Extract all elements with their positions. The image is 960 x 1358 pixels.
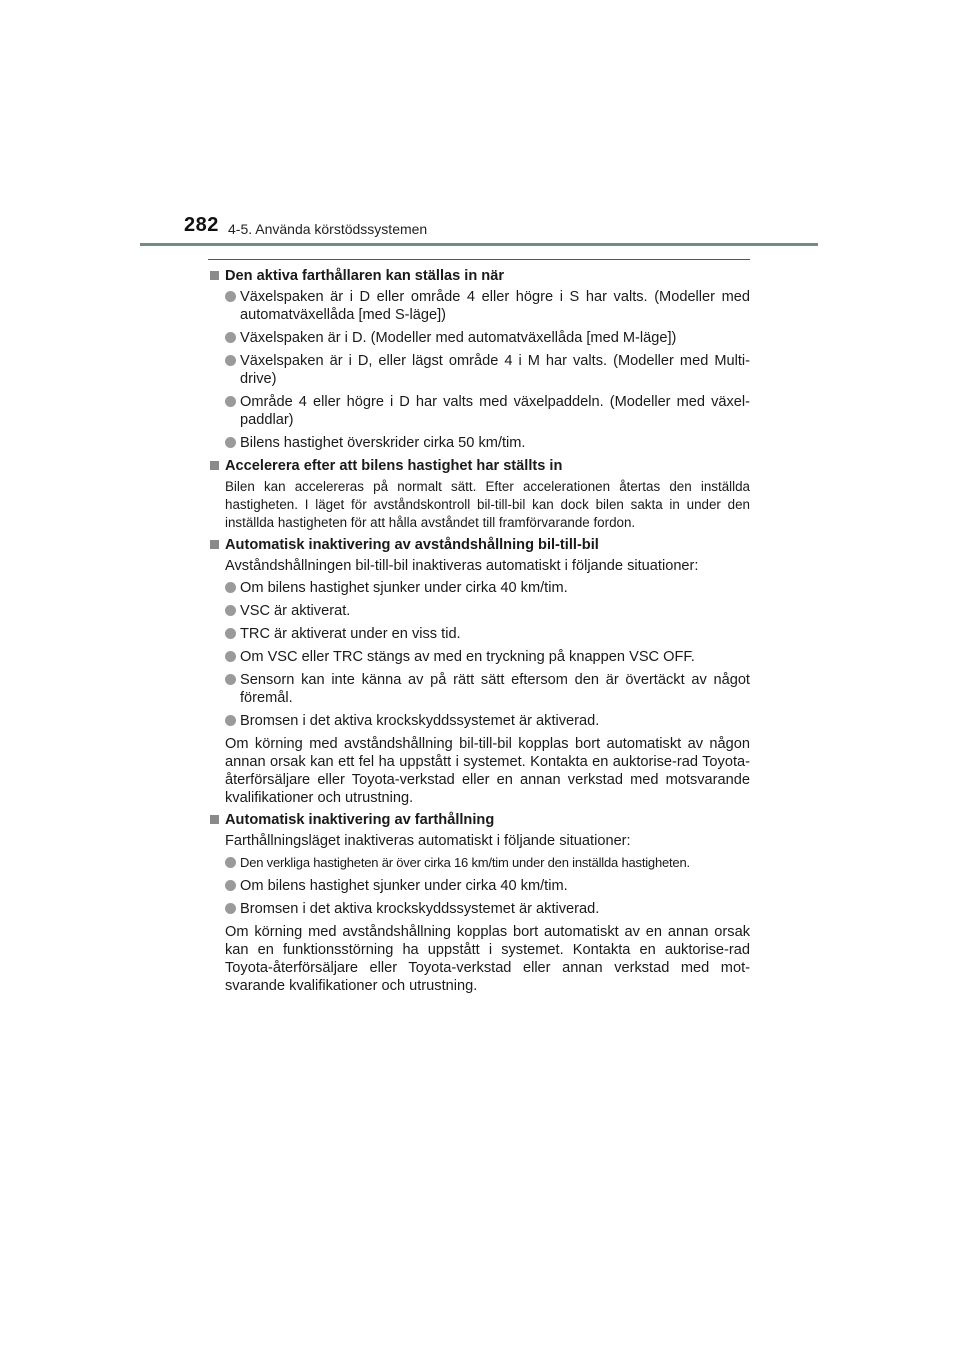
section-body: [208, 478, 750, 532]
list-item-text: Område 4 eller högre i D har valts med växelpaddeln. (Modeller med växel-paddlar): [240, 394, 750, 428]
list-item-text: Växelspaken är i D. (Modeller med automatväxellåda [med M-läge]): [240, 330, 677, 346]
page-number: 282: [184, 214, 219, 236]
circle-bullet-icon: [225, 332, 236, 343]
section-heading-text: Den aktiva farthållaren kan ställas in när: [225, 268, 505, 284]
section-auto-deactivation-cruise: [208, 811, 750, 995]
circle-bullet-icon: [225, 437, 236, 448]
square-bullet-icon: [210, 271, 219, 280]
square-bullet-icon: [210, 461, 219, 470]
circle-bullet-icon: [225, 857, 236, 868]
square-bullet-icon: [210, 815, 219, 824]
list-item-text: Bromsen i det aktiva krockskyddssystemet är aktiverad.: [240, 713, 600, 729]
section-intro: Avståndshållningen bil-till-bil inaktiveras automatiskt i följande situationer:: [225, 558, 699, 574]
list-item-text: Bromsen i det aktiva krockskyddssystemet är aktiverad.: [240, 901, 600, 917]
section-intro: Farthållningsläget inaktiveras automatiskt i följande situationer:: [225, 833, 631, 849]
circle-bullet-icon: [225, 605, 236, 616]
list-item-text: Bilens hastighet överskrider cirka 50 km/tim.: [240, 435, 526, 451]
list-item: [225, 329, 750, 347]
list-item-text: TRC är aktiverat under en viss tid.: [240, 626, 461, 642]
page-content: [208, 259, 750, 999]
section-activation-conditions: [208, 267, 750, 452]
section-body: [208, 288, 750, 452]
list-item: [225, 352, 750, 388]
section-heading: [208, 811, 750, 829]
list-item: [225, 602, 750, 620]
list-item-text: Växelspaken är i D eller område 4 eller högre i S har valts. (Modeller med automatväxellåda [med S-läge]): [240, 289, 750, 323]
section-outro: Om körning med avståndshållning bil-till-bil kopplas bort automatiskt av någon annan orsak kan ett fel ha uppstått i systemet. Kontakta en auktorise-rad Toyota-återförsäljare eller Toyota-verkstad eller en annan verkstad med motsvarande kvalifikationer och utrustning.: [225, 736, 750, 806]
square-bullet-icon: [210, 540, 219, 549]
circle-bullet-icon: [225, 903, 236, 914]
section-heading-text: Automatisk inaktivering av farthållning: [225, 812, 495, 828]
page-header: [0, 0, 960, 250]
section-accelerate: [208, 457, 750, 532]
list-item-text: VSC är aktiverat.: [240, 603, 351, 619]
section-heading-text: Automatisk inaktivering av avståndshållning bil-till-bil: [225, 537, 599, 553]
list-item-text: Om VSC eller TRC stängs av med en tryckning på knappen VSC OFF.: [240, 649, 695, 665]
section-heading: [208, 267, 750, 285]
circle-bullet-icon: [225, 396, 236, 407]
section-body: [208, 832, 750, 995]
list-item: [225, 900, 750, 918]
list-item: [225, 625, 750, 643]
list-item: [225, 877, 750, 895]
circle-bullet-icon: [225, 715, 236, 726]
list-item: [225, 288, 750, 324]
circle-bullet-icon: [225, 880, 236, 891]
section-heading: [208, 536, 750, 554]
circle-bullet-icon: [225, 628, 236, 639]
list-item: [225, 434, 750, 452]
list-item: [225, 854, 750, 872]
section-outro: Om körning med avståndshållning kopplas bort automatiskt av en annan orsak kan en funktionsstörning ha uppstått i systemet. Kontakta en auktorise-rad Toyota-återförsäljare eller Toyota-verkstad eller annan verkstad med mot-svarande kvalifikationer och utrustning.: [225, 924, 750, 994]
list-item-text: Om bilens hastighet sjunker under cirka 40 km/tim.: [240, 878, 568, 894]
section-paragraph: Bilen kan accelereras på normalt sätt. Efter accelerationen återtas den inställda hastigheten. I läget för avståndskontroll bil-till-bil kan dock bilen sakta in under den inställda hastigheten för att hålla avståndet till framförvarande fordon.: [225, 479, 750, 530]
section-heading: [208, 457, 750, 475]
list-item-text: Om bilens hastighet sjunker under cirka 40 km/tim.: [240, 580, 568, 596]
list-item-text: Sensorn kan inte känna av på rätt sätt eftersom den är övertäckt av något föremål.: [240, 672, 750, 706]
list-item: [225, 712, 750, 730]
circle-bullet-icon: [225, 651, 236, 662]
list-item: [225, 393, 750, 429]
list-item: [225, 579, 750, 597]
circle-bullet-icon: [225, 674, 236, 685]
circle-bullet-icon: [225, 582, 236, 593]
section-body: [208, 557, 750, 807]
circle-bullet-icon: [225, 291, 236, 302]
section-heading-text: Accelerera efter att bilens hastighet har ställts in: [225, 458, 563, 474]
section-auto-deactivation-distance: [208, 536, 750, 807]
list-item: [225, 648, 750, 666]
list-item: [225, 671, 750, 707]
header-rule: [140, 243, 818, 246]
circle-bullet-icon: [225, 355, 236, 366]
list-item-text: Växelspaken är i D, eller lägst område 4 i M har valts. (Modeller med Multi-drive): [240, 353, 750, 387]
section-title: 4-5. Använda körstödssystemen: [228, 221, 428, 237]
list-item-text: Den verkliga hastigheten är över cirka 16 km/tim under den inställda hastigheten.: [240, 855, 690, 870]
